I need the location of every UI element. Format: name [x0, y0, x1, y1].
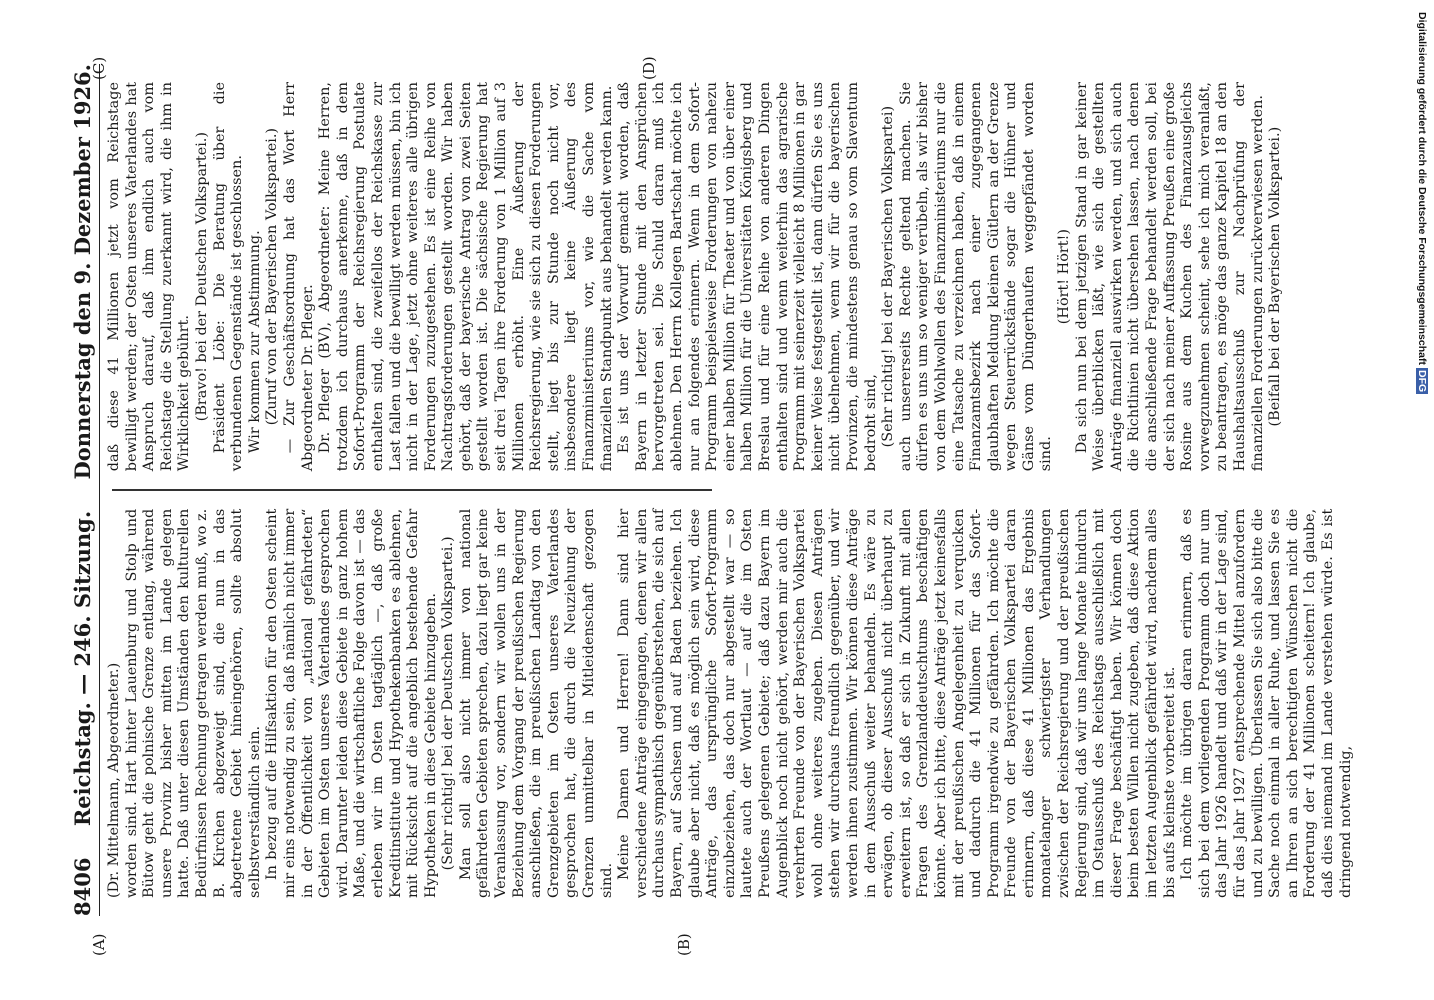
- interjection: (Sehr richtig! bei der Bayerischen Volkspartei): [880, 105, 897, 448]
- paragraph: In bezug auf die Hilfsaktion für den Osten scheint mir eins notwendig zu sein, daß nämlich nicht immer in der Öffentlichkeit von „national gefährdeten“ Gebieten im Osten unseres Vaterlandes gesprochen wird. Darunter leiden diese Gebiete in ganz hohem Maße, und die wirtschaftliche Folge davon ist — das erleben wir im Osten tagtäglich —, daß große Kreditinstitute und Hypothekenbanken es ablehnen, mit Rücksicht auf die angeblich bestehende Gefahr Hypotheken in diese Gebiete hinzugeben.: [264, 508, 439, 898]
- left-column: [106, 491, 1354, 916]
- right-column: [106, 64, 1336, 489]
- paragraph: Es ist uns der Vorwurf gemacht worden, daß Bayern in letzter Stunde mit den Ansprüchen hervorgetreten sei. Die Schuld daran muß ich ablehnen. Den Herrn Kollegen Bartschat möchte ich nur an folgendes erinnern. Wenn in dem Sofort-Programm beispielsweise Forderungen von nahezu einer halben Million für Theater und von über einer halben Million für die Universitäten Königsberg und Breslau und für eine Reihe von anderen Dingen enthalten sind und wenn weiterhin das agrarische Programm mit seinerzeit vielleicht 8 Millionen in gar keiner Weise festgestellt ist, dann dürfen Sie es uns nicht übelnehmen, wenn wir für die bayerischen Provinzen, die mindestens genau so vom Slaventum bedroht sind,: [616, 82, 879, 472]
- interjection: (Sehr richtig! bei der Deutschen Volkspartei.): [440, 536, 457, 871]
- interjection: (Bravo! bei der Deutschen Volkspartei.): [193, 131, 210, 422]
- interjection: (Beifall bei der Bayerischen Volkspartei.): [1267, 126, 1284, 427]
- paragraph: auch unsererseits Rechte geltend machen. Sie dürfen es uns um so weniger verübeln, als wir bisher von dem Wohlwollen des Finanzministeriums nur die eine Tatsache zu verzeichnen haben, daß in einem Finanzamtsbezirk nach einer zugegangenen glaubhaften Meldung kleinen Gütlern an der Grenze wegen Steuerrückstände sogar die Hühner und Gänse vom Düngerhaufen weggepfändet worden sind.: [897, 82, 1055, 472]
- paragraph: Meine Damen und Herren! Dann sind hier verschiedene Anträge eingegangen, denen wir allen durchaus sympathisch gegenüberstehen, die sich auf Bayern, auf Sachsen und auf Baden beziehen. Ich glaube aber nicht, daß es möglich sein wird, diese Anträge, das ursprüngliche Sofort-Programm einzubeziehen, das doch nur abgestellt war — so lautete auch der Wortlaut — auf die im Osten Preußens gelegenen Gebiete; daß dazu Bayern im Augenblick noch nicht gehört, werden mir auch die verehrten Freunde von der Bayerischen Volkspartei wohl ohne weiteres zugeben. Diesen Anträgen stehen wir durchaus freundlich gegenüber, und wir werden ihnen zustimmen. Wir können diese Anträge in dem Ausschuß weiter behandeln. Es wäre zu erwägen, ob dieser Ausschuß nicht überhaupt zu erweitern ist, so daß er sich in Zukunft mit allen Fragen des Grenzlanddeutschtums beschäftigen könnte. Aber ich bitte, diese Anträge jetzt keinesfalls mit der preußischen Angelegenheit zu verquicken und dadurch die 41 Millionen für das Sofort-Programm irgendwie zu gefährden. Ich möchte die Freunde von der Bayerischen Volkspartei daran erinnern, daß diese 41 Millionen das Ergebnis monatelanger schwierigster Verhandlungen zwischen der Reichsregierung und der preußischen Regierung sind, daß wir uns lange Monate hindurch im Ostausschuß des Reichstags ausschließlich mit dieser Frage beschäftigt haben. Wir können doch beim besten Willen nicht zugeben, daß diese Aktion im letzten Augenblick gefährdet wird, nachdem alles bis aufs kleinste vorbereitet ist.: [616, 508, 1178, 898]
- interjection: (Zuruf von der Bayerischen Volkspartei.): [264, 127, 281, 426]
- paragraph: Ich möchte im übrigen daran erinnern, daß es sich bei dem vorliegenden Programm doch nur um das Jahr 1926 handelt und daß wir in der Lage sind, für das Jahr 1927 entsprechende Mittel anzufordern und zu bewilligen. Überlassen Sie sich also bitte die Sache noch einmal in aller Ruhe, und lassen Sie es an Ihren an sich berechtigten Wünschen nicht die Forderung der 41 Millionen scheitern! Ich glaube, daß dies niemand im Lande verstehen würde. Es ist dringend notwendig,: [1179, 508, 1354, 898]
- dfg-logo: DFG: [1416, 369, 1428, 393]
- paragraph: Da sich nun bei dem jetzigen Stand in gar keiner Weise überblicken läßt, wie sich die gestellten Anträge finanziell auswirken werden, und sich auch die Richtlinien nicht übersehen lassen, nach denen die anschließende Frage behandelt werden soll, bei der sich nach meiner Auffassung Preußen eine große Rosine aus dem Kuchen des Finanzausgleichs vorwegzunehmen scheint, sehe ich mich veranlaßt, zu beantragen, es möge das ganze Kapitel 18 an den Haushaltsausschuß zur Nachprüfung der finanziellen Forderungen zurückverwiesen werden.: [1073, 82, 1266, 472]
- paragraph: Man soll also nicht immer von national gefährdeten Gebieten sprechen, dazu liegt gar keine Veranlassung vor, sondern wir wollen uns in der Beziehung dem Vorgang der preußischen Regierung anschließen, die im preußischen Landtag von den Grenzgebieten im Osten unseres Vaterlandes gesprochen hat, die durch die Neuziehung der Grenzen unmittelbar in Mitleidenschaft gezogen sind.: [457, 508, 615, 898]
- right-title: Donnerstag den 9. Dezember 1926.: [70, 64, 95, 480]
- speech-paragraph: Dr. Pfleger (BV), Abgeordneter: Meine Herren, trotzdem ich durchaus anerkenne, daß in dem Sofort-Programm der Reichsregierung Postulate enthalten sind, die zweifellos der Reichskasse zur Last fallen und die bewilligt werden müssen, bin ich nicht in der Lage, jetzt ohne weiteres alle übrigen Forderungen zuzugestehen. Es ist eine Reihe von Nachtragsforderungen gestellt worden. Wir haben gehört, daß der bayerische Antrag von zwei Seiten gestellt worden ist. Die sächsische Regierung hat seit drei Tagen ihre Forderung von 1 Million auf 3 Millionen erhöht. Eine Äußerung der Reichsregierung, wie sie sich zu diesen Forderungen stellt, liegt bis zur Stunde noch nicht vor, insbesondere liegt keine Äußerung des Finanzministeriums vor, wie die Sache vom finanziellen Standpunkt aus behandelt werden kann.: [317, 82, 615, 472]
- interjection: (Hört! Hört!): [1056, 229, 1073, 325]
- page-number: 8406: [70, 857, 95, 916]
- margin-marker-d: (D): [640, 56, 658, 80]
- margin-marker-c: (C): [90, 56, 108, 80]
- digitization-note: [1416, 12, 1428, 394]
- paragraph: Wir kommen zur Abstimmung.: [246, 230, 263, 454]
- column-divider: [112, 489, 712, 491]
- text-columns: [106, 64, 1354, 916]
- paragraph: — Zur Geschäftsordnung hat das Wort Herr Abgeordneter Dr. Pfleger.: [281, 82, 316, 472]
- speaker-line: (Dr. Mittelmann, Abgeordneter.): [106, 662, 122, 898]
- paragraph: worden sind. Hart hinter Lauenburg und Stolp und Bütow geht die polnische Grenze entlang, während unsere Provinz bisher mitten im Lande gelegen hatte. Daß unter diesen Umständen den kulturellen Bedürfnissen Rechnung getragen werden muß, wo z. B. Kirchen abgezweigt sind, die nun in das abgetretene Gebiet hineingehören, sollte absolut selbstverständlich sein.: [123, 508, 263, 898]
- margin-marker-a: (A): [90, 933, 108, 956]
- paragraph: daß diese 41 Millionen jetzt vom Reichstage bewilligt werden; der Osten unseres Vaterlandes hat Anspruch darauf, daß ihm endlich auch vom Reichstage die Stellung zuerkannt wird, die ihm in Wirklichkeit gebührt.: [106, 82, 193, 472]
- president-statement: Präsident Löbe: Die Beratung über die verbundenen Gegenstände ist geschlossen.: [211, 82, 246, 472]
- margin-marker-b: (B): [675, 933, 693, 956]
- document-page: [60, 50, 1360, 956]
- left-title: Reichstag. — 246. Sitzung.: [70, 510, 95, 827]
- digitization-text: Digitalisierung gefördert durch die Deutsche Forschungsgemeinschaft: [1416, 12, 1428, 365]
- running-head: [70, 64, 100, 916]
